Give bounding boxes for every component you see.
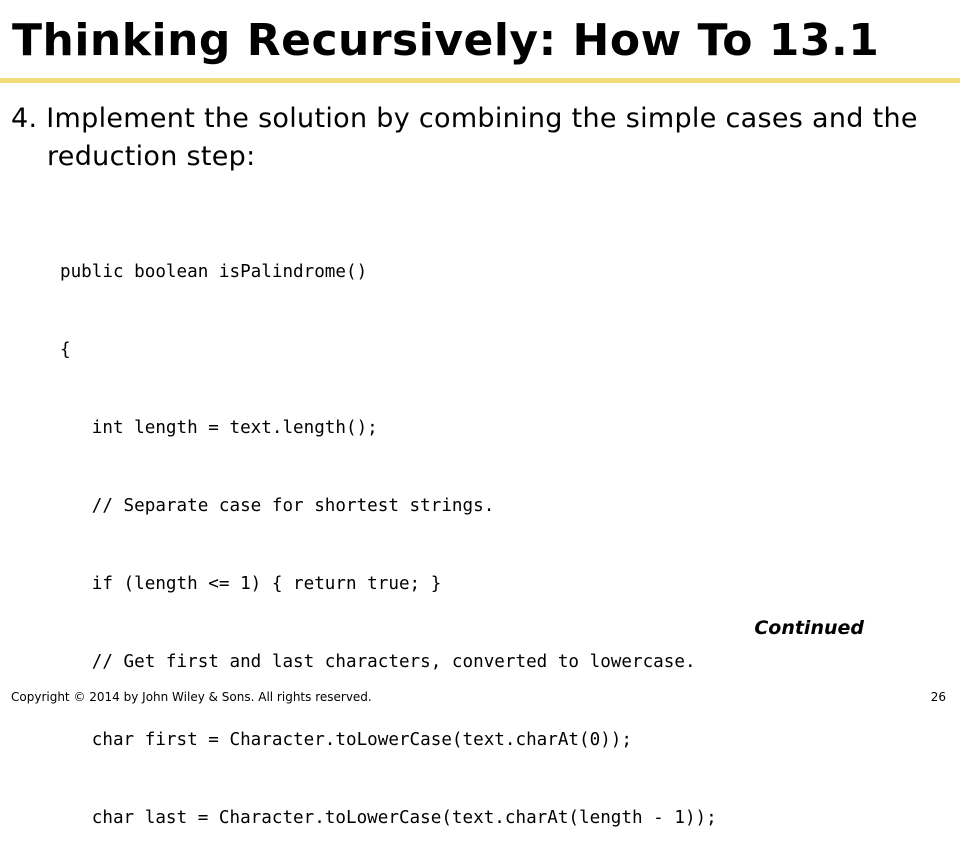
continued-label: Continued bbox=[754, 617, 864, 639]
code-block bbox=[60, 207, 717, 857]
code-line: // Get first and last characters, converted to lowercase. bbox=[60, 652, 696, 672]
title-underline bbox=[0, 78, 960, 83]
code-line: char first = Character.toLowerCase(text.charAt(0)); bbox=[60, 730, 632, 750]
code-line: // Separate case for shortest strings. bbox=[60, 496, 495, 516]
page-number: 26 bbox=[930, 690, 946, 704]
bullet-point bbox=[11, 100, 957, 176]
code-line: public boolean isPalindrome() bbox=[60, 262, 368, 282]
bullet-text: Implement the solution by combining the simple cases and the reduction step: bbox=[46, 103, 918, 172]
footer-copyright: Copyright © 2014 by John Wiley & Sons. All rights reserved. bbox=[11, 690, 372, 704]
code-line: { bbox=[60, 340, 71, 360]
code-line: if (length <= 1) { return true; } bbox=[60, 574, 442, 594]
bullet-number: 4. bbox=[11, 103, 38, 134]
code-line: char last = Character.toLowerCase(text.charAt(length - 1)); bbox=[60, 808, 717, 828]
slide-title: Thinking Recursively: How To 13.1 bbox=[12, 15, 880, 66]
code-line: int length = text.length(); bbox=[60, 418, 378, 438]
